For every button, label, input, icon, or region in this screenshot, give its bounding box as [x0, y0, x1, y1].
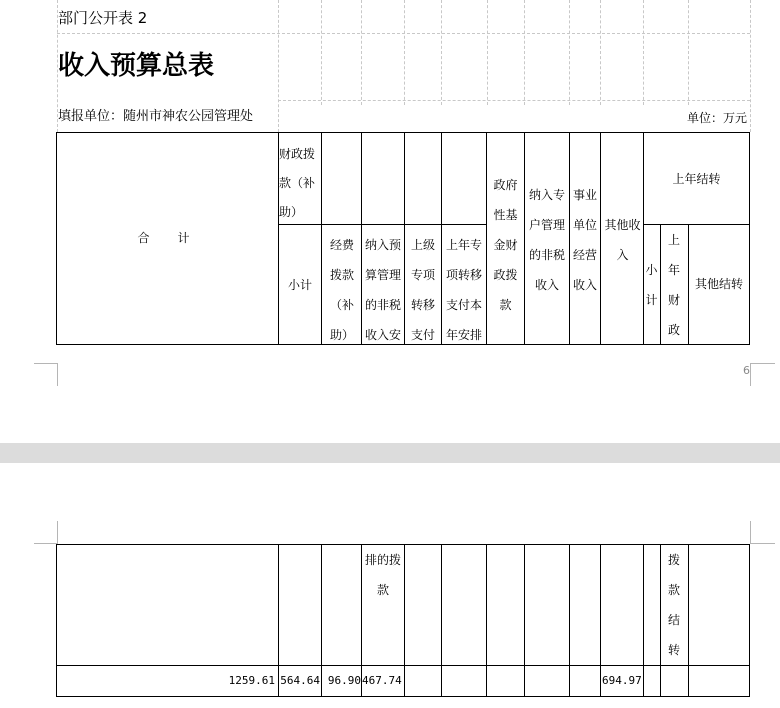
- crop-mark: [34, 363, 58, 386]
- subtotal-value: 564.64: [280, 674, 320, 687]
- header-ly-fiscal: 上年财政: [667, 233, 680, 337]
- doc-label: 部门公开表 2: [58, 9, 148, 27]
- header-fiscal-allocation: 财政拨款（补助）: [279, 147, 316, 219]
- total-value: 1259.61: [228, 674, 275, 687]
- page-number: 6: [743, 364, 750, 377]
- other-income-value: 694.97: [602, 674, 642, 687]
- header-subtotal: 小计: [287, 278, 312, 292]
- header-nontax-budget: 纳入预算管理的非税收入安: [364, 238, 401, 342]
- header-ly-fiscal-continued: 拨款结转: [667, 553, 680, 657]
- header-nontax-budget-continued: 排的拨款: [364, 553, 401, 597]
- header-last-year-carryover: 上年结转: [672, 172, 721, 186]
- page-title: 收入预算总表: [58, 51, 215, 81]
- header-ly-subtotal: 小计: [645, 263, 658, 307]
- header-upper-transfer: 上级专项转移支付: [410, 238, 435, 342]
- header-carryover-transfer: 上年专项转移支付本年安排: [445, 238, 482, 342]
- crop-mark: [750, 363, 775, 386]
- page-2: [0, 463, 780, 708]
- header-expense-allocation: 经费拨款（补助）: [329, 238, 354, 342]
- nontax-value: 467.74: [362, 674, 402, 687]
- header-total: 合 计: [137, 231, 198, 245]
- reporting-unit: 填报单位：随州市神农公园管理处: [58, 109, 254, 124]
- header-business-income: 事业单位经营收入: [572, 188, 597, 292]
- header-other-income: 其他收入: [604, 218, 641, 262]
- expense-value: 96.90: [327, 674, 361, 687]
- header-ly-other: 其他结转: [694, 277, 743, 291]
- header-gov-fund: 政府性基金财政拨款: [493, 178, 518, 312]
- page-gap: [0, 443, 780, 463]
- header-special-account: 纳入专户管理的非税收入: [528, 188, 565, 292]
- currency-unit: 单位：万元: [687, 111, 748, 125]
